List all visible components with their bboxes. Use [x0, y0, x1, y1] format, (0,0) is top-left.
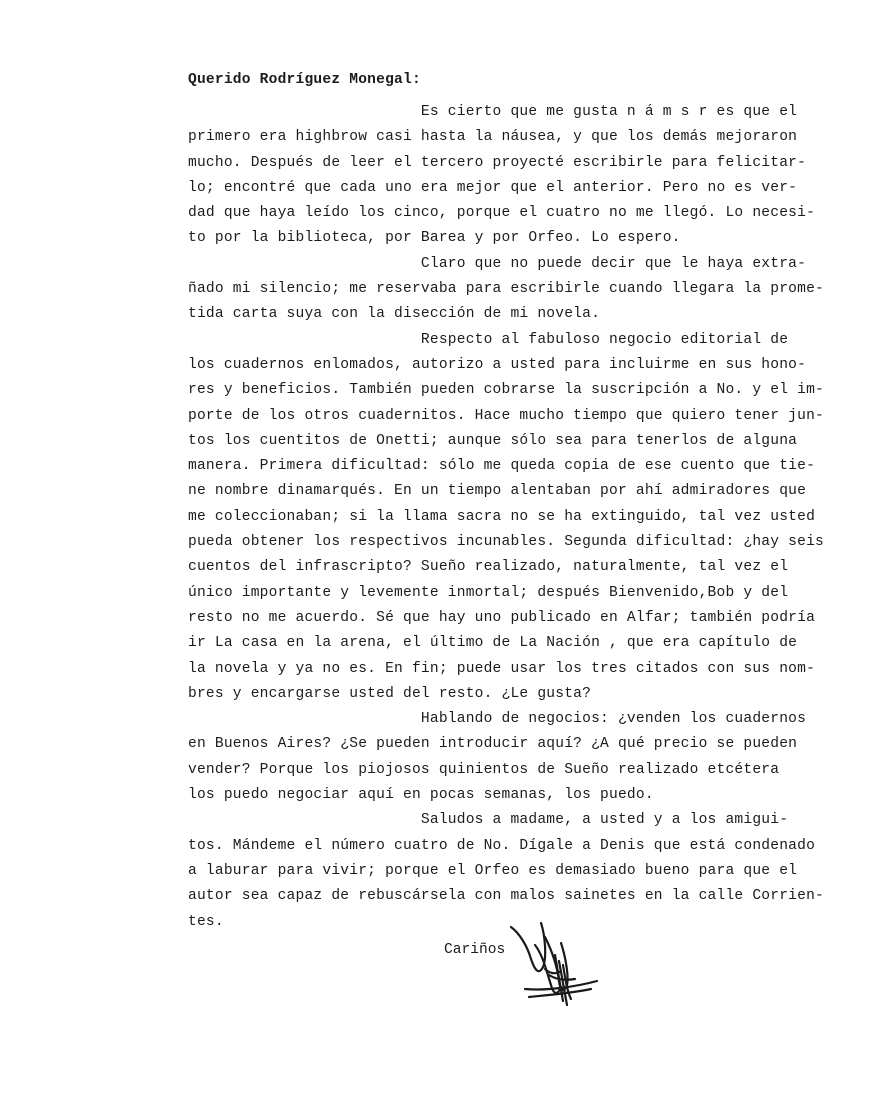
letter-line: res y beneficios. También pueden cobrarse la suscripción a No. y el im- — [188, 382, 824, 399]
letter-line: cuentos del infrascripto? Sueño realizado, naturalmente, tal vez el — [188, 559, 789, 576]
letter-line: porte de los otros cuadernitos. Hace mucho tiempo que quiero tener jun- — [188, 407, 824, 424]
letter-body — [188, 100, 848, 935]
letter-line: pueda obtener los respectivos incunables. Segunda dificultad: ¿hay seis — [188, 534, 824, 551]
letter-line: bres y encargarse usted del resto. ¿Le gusta? — [188, 685, 592, 702]
letter-line: to por la biblioteca, por Barea y por Orfeo. Lo espero. — [188, 230, 681, 247]
letter-line: Respecto al fabuloso negocio editorial de — [188, 331, 789, 348]
letter-line: primero era highbrow casi hasta la náusea, y que los demás mejoraron — [188, 129, 798, 146]
letter-line: autor sea capaz de rebuscársela con malos sainetes en la calle Corrien- — [188, 888, 824, 905]
letter-line: tos los cuentitos de Onetti; aunque sólo sea para tenerlos de alguna — [188, 432, 798, 449]
letter-line: ñado mi silencio; me reservaba para escribirle cuando llegara la prome- — [188, 281, 824, 298]
letter-salutation: Querido Rodríguez Monegal: — [188, 72, 421, 88]
letter-line: manera. Primera dificultad: sólo me queda copia de ese cuento que tie- — [188, 458, 816, 475]
letter-line: los cuadernos enlomados, autorizo a usted para incluirme en sus hono- — [188, 356, 807, 373]
letter-line: en Buenos Aires? ¿Se pueden introducir aquí? ¿A qué precio se pueden — [188, 736, 798, 753]
letter-line: la novela y ya no es. En fin; puede usar los tres citados con sus nom- — [188, 660, 816, 677]
letter-line: lo; encontré que cada uno era mejor que el anterior. Pero no es ver- — [188, 179, 798, 196]
letter-line: Saludos a madame, a usted y a los amigui- — [188, 812, 789, 829]
handwritten-signature — [505, 915, 605, 1015]
letter-line: Hablando de negocios: ¿venden los cuadernos — [188, 711, 807, 728]
letter-line: los puedo negociar aquí en pocas semanas, los puedo. — [188, 787, 654, 804]
letter-line: vender? Porque los piojosos quinientos de Sueño realizado etcétera — [188, 761, 780, 778]
letter-line: único importante y levemente inmortal; después Bienvenido,Bob y del — [188, 584, 789, 601]
letter-line: ir La casa en la arena, el último de La Nación , que era capítulo de — [188, 635, 798, 652]
letter-line: a laburar para vivir; porque el Orfeo es demasiado bueno para que el — [188, 862, 798, 879]
letter-line: Es cierto que me gusta n á m s r es que el — [188, 104, 798, 120]
letter-line: me coleccionaban; si la llama sacra no se ha extinguido, tal vez usted — [188, 508, 816, 525]
letter-line: tida carta suya con la disección de mi novela. — [188, 306, 601, 323]
letter-line: tes. — [188, 913, 224, 930]
letter-line: Claro que no puede decir que le haya extra- — [188, 255, 807, 272]
letter-closing: Cariños — [444, 942, 506, 958]
letter-line: resto no me acuerdo. Sé que hay uno publicado en Alfar; también podría — [188, 609, 816, 626]
letter-line: tos. Mándeme el número cuatro de No. Dígale a Denis que está condenado — [188, 837, 816, 854]
letter-line: dad que haya leído los cinco, porque el cuatro no me llegó. Lo necesi- — [188, 205, 816, 222]
letter-line: ne nombre dinamarqués. En un tiempo alentaban por ahí admiradores que — [188, 483, 807, 500]
letter-line: mucho. Después de leer el tercero proyecté escribirle para felicitar- — [188, 154, 807, 171]
